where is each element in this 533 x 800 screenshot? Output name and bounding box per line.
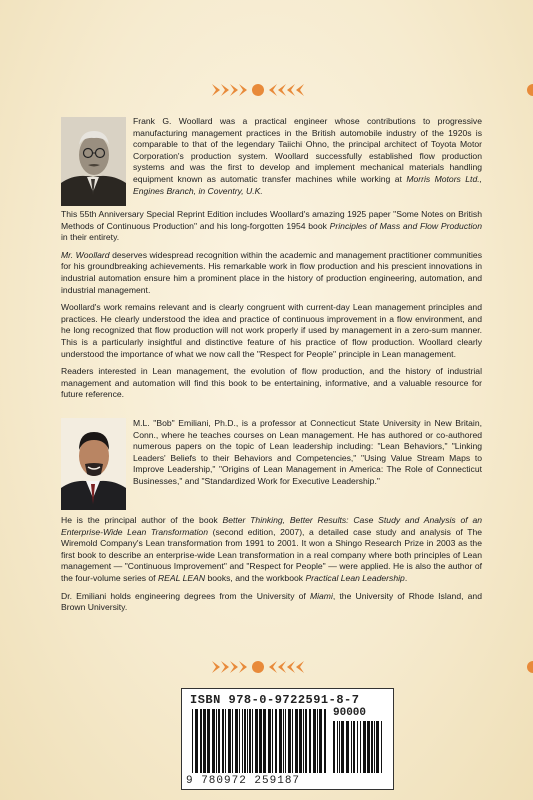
barcode-bar — [285, 709, 286, 773]
barcode-bar — [341, 721, 344, 773]
isbn-barcode — [181, 688, 394, 790]
barcode-bar — [346, 721, 349, 773]
author-text-a: He is the principal author of the book — [61, 515, 223, 525]
barcode-bar — [333, 721, 335, 773]
barcode-bar — [357, 721, 358, 773]
barcode-bar — [195, 709, 198, 773]
barcode-bar — [313, 709, 316, 773]
barcode-bar — [203, 709, 206, 773]
barcode-bar — [207, 709, 210, 773]
barcode-bar — [259, 709, 262, 773]
barcode-bar — [309, 709, 311, 773]
barcode-bar — [242, 709, 243, 773]
barcode-bar — [268, 709, 271, 773]
barcode-bar — [239, 709, 240, 773]
barcode-bar — [351, 721, 352, 773]
barcode-bar — [288, 709, 291, 773]
isbn-text: ISBN 978-0-9722591-8-7 — [190, 693, 360, 707]
barcode-digits: 9 780972 259187 — [186, 775, 301, 787]
barcode-bar — [353, 721, 355, 773]
barcode-bar — [374, 721, 375, 773]
author-text-d: . — [404, 572, 408, 583]
woollard-company: Morris Motors Ltd., Engines Branch, in Coventry, U.K. — [133, 173, 482, 196]
recognition-paragraph — [61, 250, 482, 296]
barcode-bar — [319, 709, 322, 773]
barcode-bar — [235, 709, 238, 773]
barcode-bar — [272, 709, 273, 773]
author-text-b: (second edition, 2007), a detailed case study and analysis of The Wiremold Company's Lean transformation from 1991 to 2001. It won a Shingo Research Prize in 2003 as the first book to describe an enterprise-wide Lean transformation in a real company where both principles of Lean management — "Continuous Improvement" and "Respect for People" — were applied. He is also the author of the four-volume series of — [61, 526, 482, 583]
recognition-name: Mr. Woollard — [61, 249, 110, 260]
barcode-bar — [216, 709, 217, 773]
barcode-bar — [232, 709, 233, 773]
barcode-bar — [339, 721, 340, 773]
barcode-bar — [263, 709, 266, 773]
recognition-text: deserves widespread recognition within the academic and management practitioner communities for his groundbreaking achievements. His remarkable work in flow production and his prescient innovations in industrial automation ensure him a prominent place in the history of production engineering, automation, and industrial management. — [61, 249, 482, 295]
barcode-bar — [305, 709, 307, 773]
barcode-bar — [317, 709, 318, 773]
emiliani-bio-text: M.L. "Bob" Emiliani, Ph.D., is a professor at Connecticut State University in New Britain, Conn., where he teaches courses on Lean management. He has authored or co-authored numerous papers on the topic of Lean leadership including: "Lean Behaviors," "Linking Leaders' Beliefs to their Behaviors and Competencies," "Using Value Stream Maps to Improve Leadership," "Origins of Lean Management in America: The Role of Connecticut Businesses," and "Standardized Work for Executive Leadership." — [133, 418, 482, 486]
degrees-miami: Miami — [309, 590, 333, 601]
barcode-bar — [295, 709, 298, 773]
barcode-bar — [228, 709, 231, 773]
author-text-c: books, and the workbook — [205, 572, 306, 583]
barcode-bar — [192, 709, 193, 773]
barcode-bar — [283, 709, 284, 773]
author-workbook-title: Practical Lean Leadership — [305, 572, 405, 583]
edge-dot-top — [527, 84, 533, 96]
edition-text-a: This 55th Anniversary Special Reprint Edition includes Woollard's amazing 1925 paper "Some Notes on British Methods of Continuous Production" and his long-forgotten 1954 book — [61, 209, 482, 231]
bottom-ornament — [0, 657, 533, 677]
author-book-title: Better Thinking, Better Results: Case Study and Analysis of an Enterprise-Wide Lean Transformation — [61, 515, 482, 537]
author-paragraph — [61, 515, 482, 585]
barcode-bars — [192, 709, 328, 773]
barcode-bar — [252, 709, 253, 773]
barcode-bar — [275, 709, 277, 773]
barcode-bar — [337, 721, 338, 773]
barcode-bar — [292, 709, 293, 773]
woollard-bio-text: Frank G. Woollard was a practical engineer whose contributions to progressive manufacturing management practices in the British automobile industry of the 1920s is comparable to that of the legendary Taiichi Ohno, the principal architect of Toyota Motor Corporation's production system. Woollard successfully established flow production systems and was the first to develop and implement mechanical materials handling equipment known as automatic transfer machines while working at — [133, 116, 482, 184]
barcode-bar — [279, 709, 282, 773]
readers-paragraph: Readers interested in Lean management, the evolution of flow production, and the history of industrial management and automation will find this book to be entertaining, informative, and a valuable resource for future reference. — [61, 366, 482, 400]
barcode-bar — [363, 721, 366, 773]
barcode-bar — [255, 709, 258, 773]
edition-paragraph — [61, 209, 482, 244]
barcode-bar — [225, 709, 226, 773]
barcode-bar — [249, 709, 251, 773]
author-series-title: REAL LEAN — [157, 572, 206, 583]
barcode-bar — [381, 721, 382, 773]
barcode-bar — [247, 709, 248, 773]
relevance-paragraph: Woollard's work remains relevant and is clearly congruent with current-day Lean management principles and practices. He clearly understood the idea and practice of continuous improvement in a flow environment, and he long recognized that flow production will not work properly if used by management in a zero-sum manner. This is a particularly insightful and distinctive feature of his practice of flow production. Woollard clearly understood the importance of what we now call the "Respect for People" principle in Lean management. — [61, 302, 482, 359]
barcode-bar — [360, 721, 361, 773]
edition-text-b: in their entirety. — [61, 232, 120, 243]
barcode-bar — [222, 709, 224, 773]
barcode-bar — [244, 709, 246, 773]
barcode-bar — [200, 709, 202, 773]
emiliani-bio — [133, 418, 482, 494]
price-code: 90000 — [333, 707, 367, 719]
barcode-bar — [299, 709, 302, 773]
barcode-bar — [303, 709, 304, 773]
degrees-text-b: , the University of Rhode Island, and Brown University. — [61, 590, 482, 613]
barcode-bar — [367, 721, 370, 773]
edition-book-title: Principles of Mass and Flow Production — [329, 220, 482, 231]
edge-dot-bottom — [527, 661, 533, 673]
degrees-text-a: Dr. Emiliani holds engineering degrees from the University of — [61, 590, 310, 601]
addon-barcode-bars — [333, 721, 385, 773]
barcode-bar — [212, 709, 215, 773]
woollard-body — [61, 209, 482, 407]
emiliani-body — [61, 515, 482, 620]
barcode-bar — [324, 709, 326, 773]
barcode-bar — [218, 709, 220, 773]
woollard-portrait — [61, 117, 126, 206]
degrees-paragraph — [61, 591, 482, 614]
top-ornament — [0, 80, 533, 100]
barcode-bar — [376, 721, 379, 773]
emiliani-portrait — [61, 418, 126, 510]
woollard-bio — [133, 116, 482, 203]
barcode-bar — [371, 721, 373, 773]
